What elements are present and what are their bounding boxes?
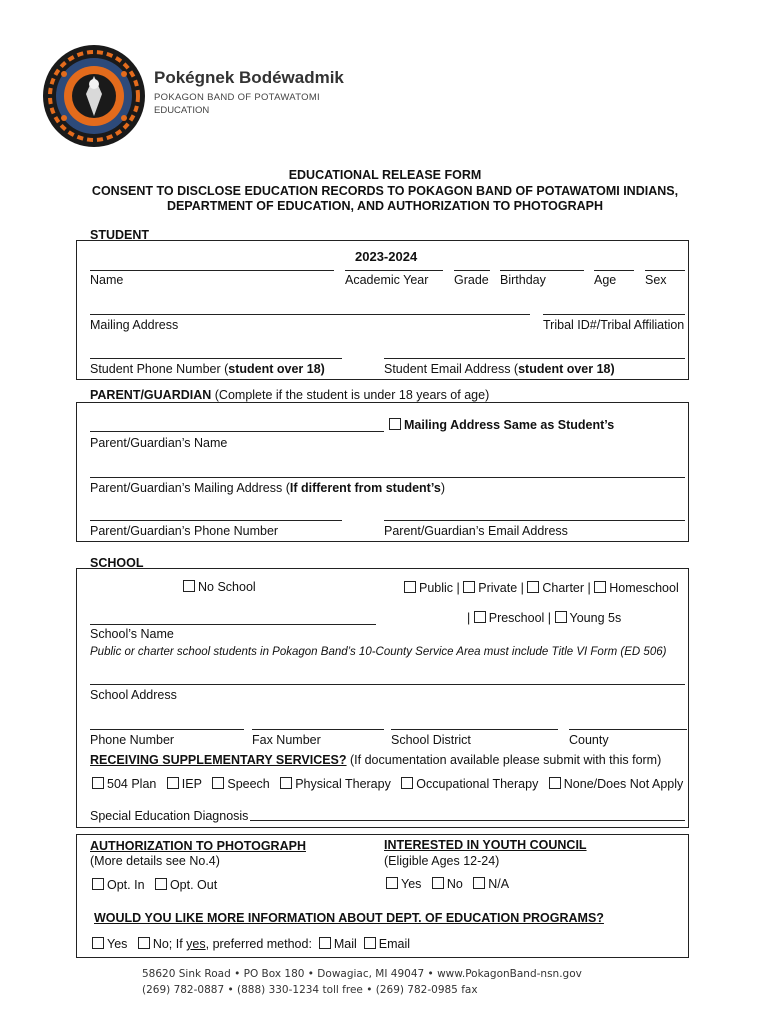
diagnosis-label: Special Education Diagnosis bbox=[90, 809, 249, 823]
age-label: Age bbox=[594, 273, 617, 287]
photo-authorization-heading: AUTHORIZATION TO PHOTOGRAPH bbox=[90, 839, 306, 853]
county-label: County bbox=[569, 733, 609, 747]
student-heading: STUDENT bbox=[90, 228, 150, 242]
school-district-label: School District bbox=[391, 733, 471, 747]
same-address-option[interactable]: Mailing Address Same as Student’s bbox=[389, 418, 614, 432]
mailing-address-label: Mailing Address bbox=[90, 318, 179, 332]
parent-email-field[interactable] bbox=[384, 520, 685, 521]
private-checkbox[interactable] bbox=[463, 581, 475, 593]
grade-label: Grade bbox=[454, 273, 489, 287]
parent-phone-label: Parent/Guardian’s Phone Number bbox=[90, 524, 279, 538]
school-fax-field[interactable] bbox=[252, 729, 384, 730]
parent-heading: PARENT/GUARDIAN (Complete if the student is under 18 years of age) bbox=[90, 388, 490, 402]
no-school-checkbox[interactable] bbox=[183, 580, 195, 592]
student-phone-label: Student Phone Number (student over 18) bbox=[90, 362, 325, 376]
student-phone-field[interactable] bbox=[90, 358, 342, 359]
org-subtitle: POKAGON BAND OF POTAWATOMI bbox=[154, 92, 320, 103]
youth-no-checkbox[interactable] bbox=[432, 877, 444, 889]
info-no-checkbox[interactable] bbox=[138, 937, 150, 949]
no-school-option[interactable]: No School bbox=[183, 580, 256, 594]
academic-year-field[interactable] bbox=[345, 270, 443, 271]
youth-na-checkbox[interactable] bbox=[473, 877, 485, 889]
school-address-field[interactable] bbox=[90, 684, 685, 685]
student-email-field[interactable] bbox=[384, 358, 685, 359]
parent-mailing-label: Parent/Guardian’s Mailing Address (If different from student’s) bbox=[90, 481, 445, 495]
preschool-checkbox[interactable] bbox=[474, 611, 486, 623]
parent-name-label: Parent/Guardian’s Name bbox=[90, 436, 228, 450]
parent-mailing-field[interactable] bbox=[90, 477, 685, 478]
mailing-address-field[interactable] bbox=[90, 314, 530, 315]
county-field[interactable] bbox=[569, 729, 687, 730]
occupational-therapy-checkbox[interactable] bbox=[401, 777, 413, 789]
more-info-heading: WOULD YOU LIKE MORE INFORMATION ABOUT DEPT. OF EDUCATION PROGRAMS? bbox=[94, 911, 604, 925]
youth-council-heading: INTERESTED IN YOUTH COUNCIL bbox=[384, 838, 587, 852]
504-plan-checkbox[interactable] bbox=[92, 777, 104, 789]
parent-name-field[interactable] bbox=[90, 431, 384, 432]
speech-checkbox[interactable] bbox=[212, 777, 224, 789]
photo-authorization-note: (More details see No.4) bbox=[90, 854, 220, 868]
school-heading: SCHOOL bbox=[90, 556, 144, 570]
tribal-id-field[interactable] bbox=[543, 314, 685, 315]
school-type-options: Public | Private | Charter | Homeschool bbox=[404, 581, 679, 595]
grade-field[interactable] bbox=[454, 270, 490, 271]
public-checkbox[interactable] bbox=[404, 581, 416, 593]
youth-council-note: (Eligible Ages 12-24) bbox=[384, 854, 500, 868]
school-phone-label: Phone Number bbox=[90, 733, 175, 747]
supplementary-services-heading: RECEIVING SUPPLEMENTARY SERVICES? (If documentation available please submit with this form) bbox=[90, 753, 662, 767]
org-name: Pokégnek Bodéwadmik bbox=[154, 68, 344, 87]
more-info-options: Yes No; If yes, preferred method: Mail Email bbox=[92, 937, 410, 951]
footer-phone: (269) 782-0887 • (888) 330-1234 toll free • (269) 782-0985 fax bbox=[142, 984, 478, 996]
parent-phone-field[interactable] bbox=[90, 520, 342, 521]
school-address-label: School Address bbox=[90, 688, 177, 702]
services-options: 504 Plan IEP Speech Physical Therapy Occupational Therapy None/Does Not Apply bbox=[92, 777, 683, 791]
form-subtitle-1: CONSENT TO DISCLOSE EDUCATION RECORDS TO POKAGON BAND OF POTAWATOMI INDIANS, bbox=[91, 184, 679, 198]
parent-email-label: Parent/Guardian’s Email Address bbox=[384, 524, 568, 538]
student-email-label: Student Email Address (student over 18) bbox=[384, 362, 615, 376]
none-checkbox[interactable] bbox=[549, 777, 561, 789]
info-yes-checkbox[interactable] bbox=[92, 937, 104, 949]
mail-checkbox[interactable] bbox=[319, 937, 331, 949]
school-district-field[interactable] bbox=[391, 729, 558, 730]
footer-address: 58620 Sink Road • PO Box 180 • Dowagiac, MI 49047 • www.PokagonBand-nsn.gov bbox=[142, 968, 582, 980]
pokagon-seal-logo bbox=[42, 44, 146, 148]
diagnosis-field[interactable] bbox=[250, 820, 685, 821]
form-title: EDUCATIONAL RELEASE FORM bbox=[288, 168, 482, 182]
age-field[interactable] bbox=[594, 270, 634, 271]
birthday-field[interactable] bbox=[500, 270, 584, 271]
email-checkbox[interactable] bbox=[364, 937, 376, 949]
sex-label: Sex bbox=[645, 273, 667, 287]
sex-field[interactable] bbox=[645, 270, 685, 271]
youth-yes-checkbox[interactable] bbox=[386, 877, 398, 889]
homeschool-checkbox[interactable] bbox=[594, 581, 606, 593]
photo-options: Opt. In Opt. Out bbox=[92, 878, 217, 892]
org-department: EDUCATION bbox=[154, 105, 210, 116]
school-fax-label: Fax Number bbox=[252, 733, 321, 747]
iep-checkbox[interactable] bbox=[167, 777, 179, 789]
preschool-options: | Preschool | Young 5s bbox=[467, 611, 622, 625]
birthday-label: Birthday bbox=[500, 273, 546, 287]
physical-therapy-checkbox[interactable] bbox=[280, 777, 292, 789]
name-field[interactable] bbox=[90, 270, 334, 271]
tribal-id-label: Tribal ID#/Tribal Affiliation bbox=[543, 318, 685, 332]
school-phone-field[interactable] bbox=[90, 729, 244, 730]
form-subtitle-2: DEPARTMENT OF EDUCATION, AND AUTHORIZATION TO PHOTOGRAPH bbox=[166, 199, 604, 213]
name-label: Name bbox=[90, 273, 124, 287]
opt-out-checkbox[interactable] bbox=[155, 878, 167, 890]
title-vi-notice: Public or charter school students in Pokagon Band’s 10-County Service Area must include Title VI Form (ED 506) bbox=[90, 646, 667, 658]
school-year-value: 2023-2024 bbox=[355, 249, 418, 264]
opt-in-checkbox[interactable] bbox=[92, 878, 104, 890]
charter-checkbox[interactable] bbox=[527, 581, 539, 593]
academic-year-label: Academic Year bbox=[345, 273, 429, 287]
school-name-field[interactable] bbox=[90, 624, 376, 625]
same-address-checkbox[interactable] bbox=[389, 418, 401, 430]
young5s-checkbox[interactable] bbox=[555, 611, 567, 623]
school-name-label: School’s Name bbox=[90, 627, 174, 641]
youth-council-options: Yes No N/A bbox=[386, 877, 509, 891]
